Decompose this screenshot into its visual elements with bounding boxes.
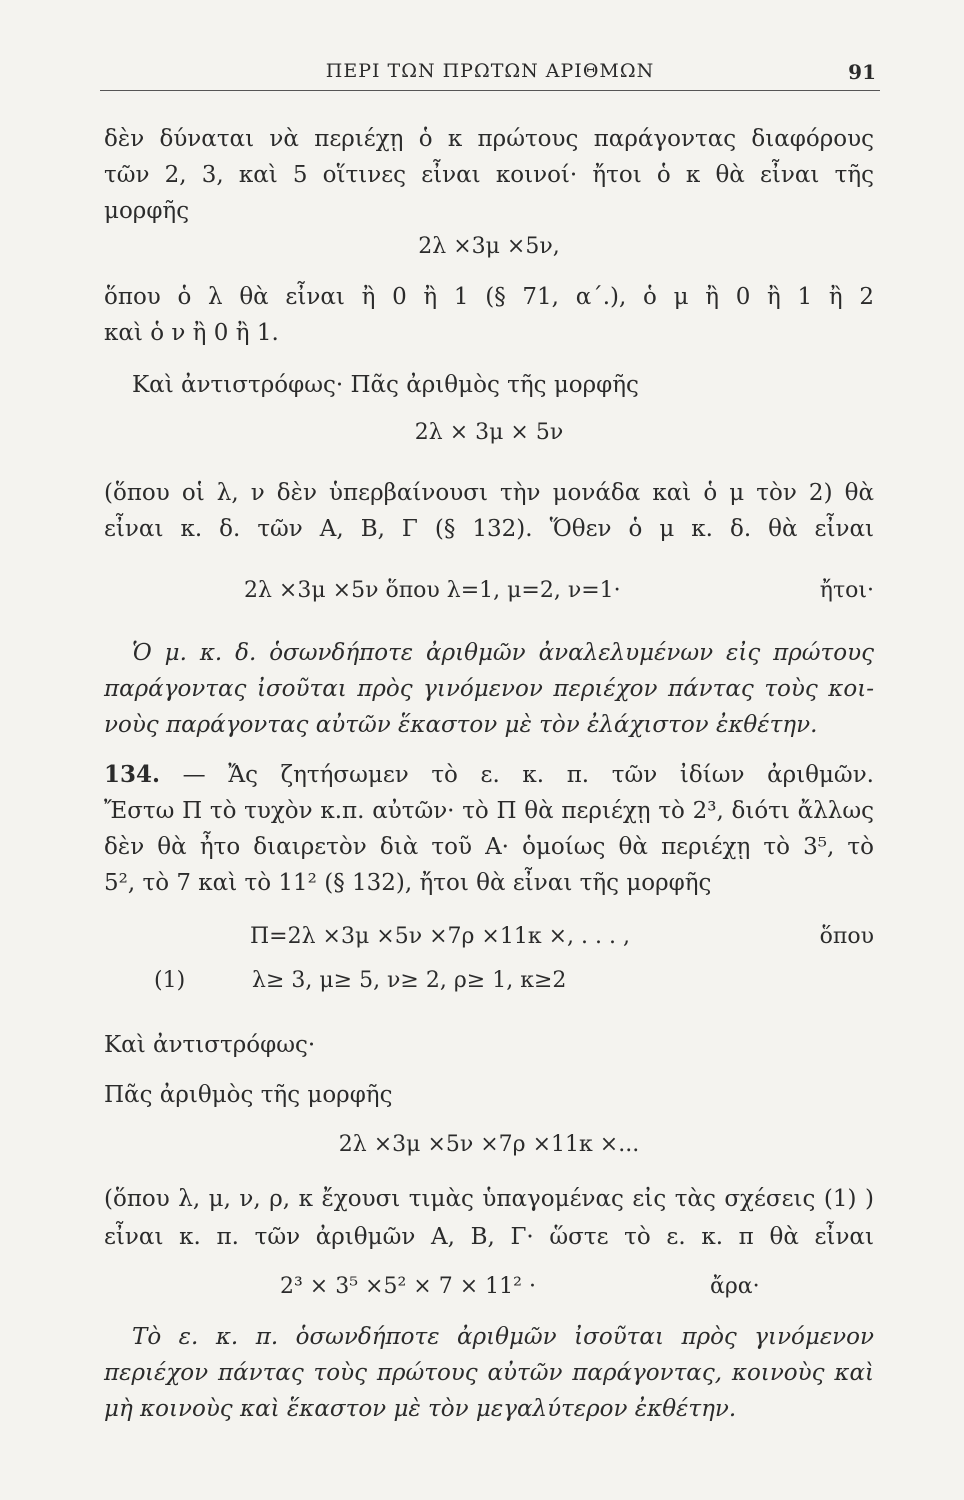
- text-line-22: μὴ κοινοὺς καὶ ἕκαστον μὲ τὸν μεγαλύτερον ἐκθέτην.: [104, 1396, 737, 1422]
- text-line-9: Ὁ μ. κ. δ. ὁσωνδήποτε ἀριθμῶν ἀναλελυμένων εἰς πρώτους: [132, 640, 874, 666]
- section-number: 134.: [104, 761, 161, 788]
- header-title: ΠΕΡΙ ΤΩΝ ΠΡΩΤΩΝ ΑΡΙΘΜΩΝ: [325, 60, 655, 82]
- text-line-1: δὲν δύναται νὰ περιέχῃ ὁ κ πρώτους παράγοντας διαφόρους: [104, 126, 874, 152]
- page-number: 91: [848, 60, 876, 84]
- running-header: [100, 60, 880, 91]
- formula-3-right-word: ἤτοι·: [819, 578, 874, 603]
- text-line-18: (ὅπου λ, μ, ν, ρ, κ ἔχουσι τιμὰς ὑπαγομένας εἰς τὰς σχέσεις (1) ): [104, 1186, 874, 1212]
- equation-label: (1): [154, 968, 186, 993]
- text-line-19: εἶναι κ. π. τῶν ἀριθμῶν Α, Β, Γ· ὥστε τὸ ε. κ. π θὰ εἶναι: [104, 1224, 874, 1250]
- text-line-13: Ἔστω Π τὸ τυχὸν κ.π. αὐτῶν· τὸ Π θὰ περιέχῃ τὸ 2³, διότι ἄλλως: [104, 798, 874, 824]
- text-line-10: παράγοντας ἰσοῦται πρὸς γινόμενον περιέχον πάντας τοὺς κοι-: [104, 676, 874, 702]
- formula-4: Π=2λ ×3μ ×5ν ×7ρ ×11κ ×, . . . ,: [250, 924, 630, 949]
- formula-2: 2λ × 3μ × 5ν: [414, 420, 564, 445]
- text-line-20: Τὸ ε. κ. π. ὁσωνδήποτε ἀριθμῶν ἰσοῦται πρὸς γινόμενον: [132, 1324, 874, 1350]
- section-134-text: — Ἄς ζητήσωμεν τὸ ε. κ. π. τῶν ἰδίων ἀριθμῶν.: [182, 762, 874, 788]
- text-line-14: δὲν θὰ ἦτο διαιρετὸν διὰ τοῦ Α· ὁμοίως θὰ περιέχῃ τὸ 3⁵, τὸ: [104, 834, 874, 860]
- text-line-17: Πᾶς ἀριθμὸς τῆς μορφῆς: [104, 1082, 393, 1108]
- text-line-7: (ὅπου οἱ λ, ν δὲν ὑπερβαίνουσι τὴν μονάδα καὶ ὁ μ τὸν 2) θὰ: [104, 480, 874, 506]
- text-line-16: Καὶ ἀντιστρόφως·: [104, 1032, 316, 1058]
- section-134-line: [104, 760, 874, 790]
- text-line-3: μορφῆς: [104, 198, 190, 224]
- text-line-6: Καὶ ἀντιστρόφως· Πᾶς ἀριθμὸς τῆς μορφῆς: [132, 372, 639, 398]
- formula-6: 2λ ×3μ ×5ν ×7ρ ×11κ ×...: [338, 1132, 640, 1157]
- formula-5: λ≥ 3, μ≥ 5, ν≥ 2, ρ≥ 1, κ≥2: [252, 968, 567, 993]
- formula-1: 2λ ×3μ ×5ν,: [418, 234, 560, 259]
- text-line-5: καὶ ὁ ν ἢ 0 ἢ 1.: [104, 320, 279, 346]
- text-line-2: τῶν 2, 3, καὶ 5 οἵτινες εἶναι κοινοί· ἤτοι ὁ κ θὰ εἶναι τῆς: [104, 162, 874, 188]
- text-line-4: ὅπου ὁ λ θὰ εἶναι ἢ 0 ἢ 1 (§ 71, α΄.), ὁ μ ἢ 0 ἢ 1 ἢ 2: [104, 284, 874, 310]
- formula-4-right-word: ὅπου: [819, 924, 874, 949]
- text-line-8: εἶναι κ. δ. τῶν Α, Β, Γ (§ 132). Ὅθεν ὁ μ κ. δ. θὰ εἶναι: [104, 516, 874, 542]
- text-line-11: νοὺς παράγοντας αὐτῶν ἕκαστον μὲ τὸν ἐλάχιστον ἐκθέτην.: [104, 712, 818, 738]
- formula-7: 2³ × 3⁵ ×5² × 7 × 11² ·: [280, 1274, 536, 1299]
- formula-3: 2λ ×3μ ×5ν ὅπου λ=1, μ=2, ν=1·: [244, 578, 621, 603]
- text-line-15: 5², τὸ 7 καὶ τὸ 11² (§ 132), ἤτοι θὰ εἶναι τῆς μορφῆς: [104, 870, 712, 896]
- formula-7-right-word: ἄρα·: [710, 1274, 760, 1299]
- text-line-21: περιέχον πάντας τοὺς πρώτους αὐτῶν παράγοντας, κοινοὺς καὶ: [104, 1360, 874, 1386]
